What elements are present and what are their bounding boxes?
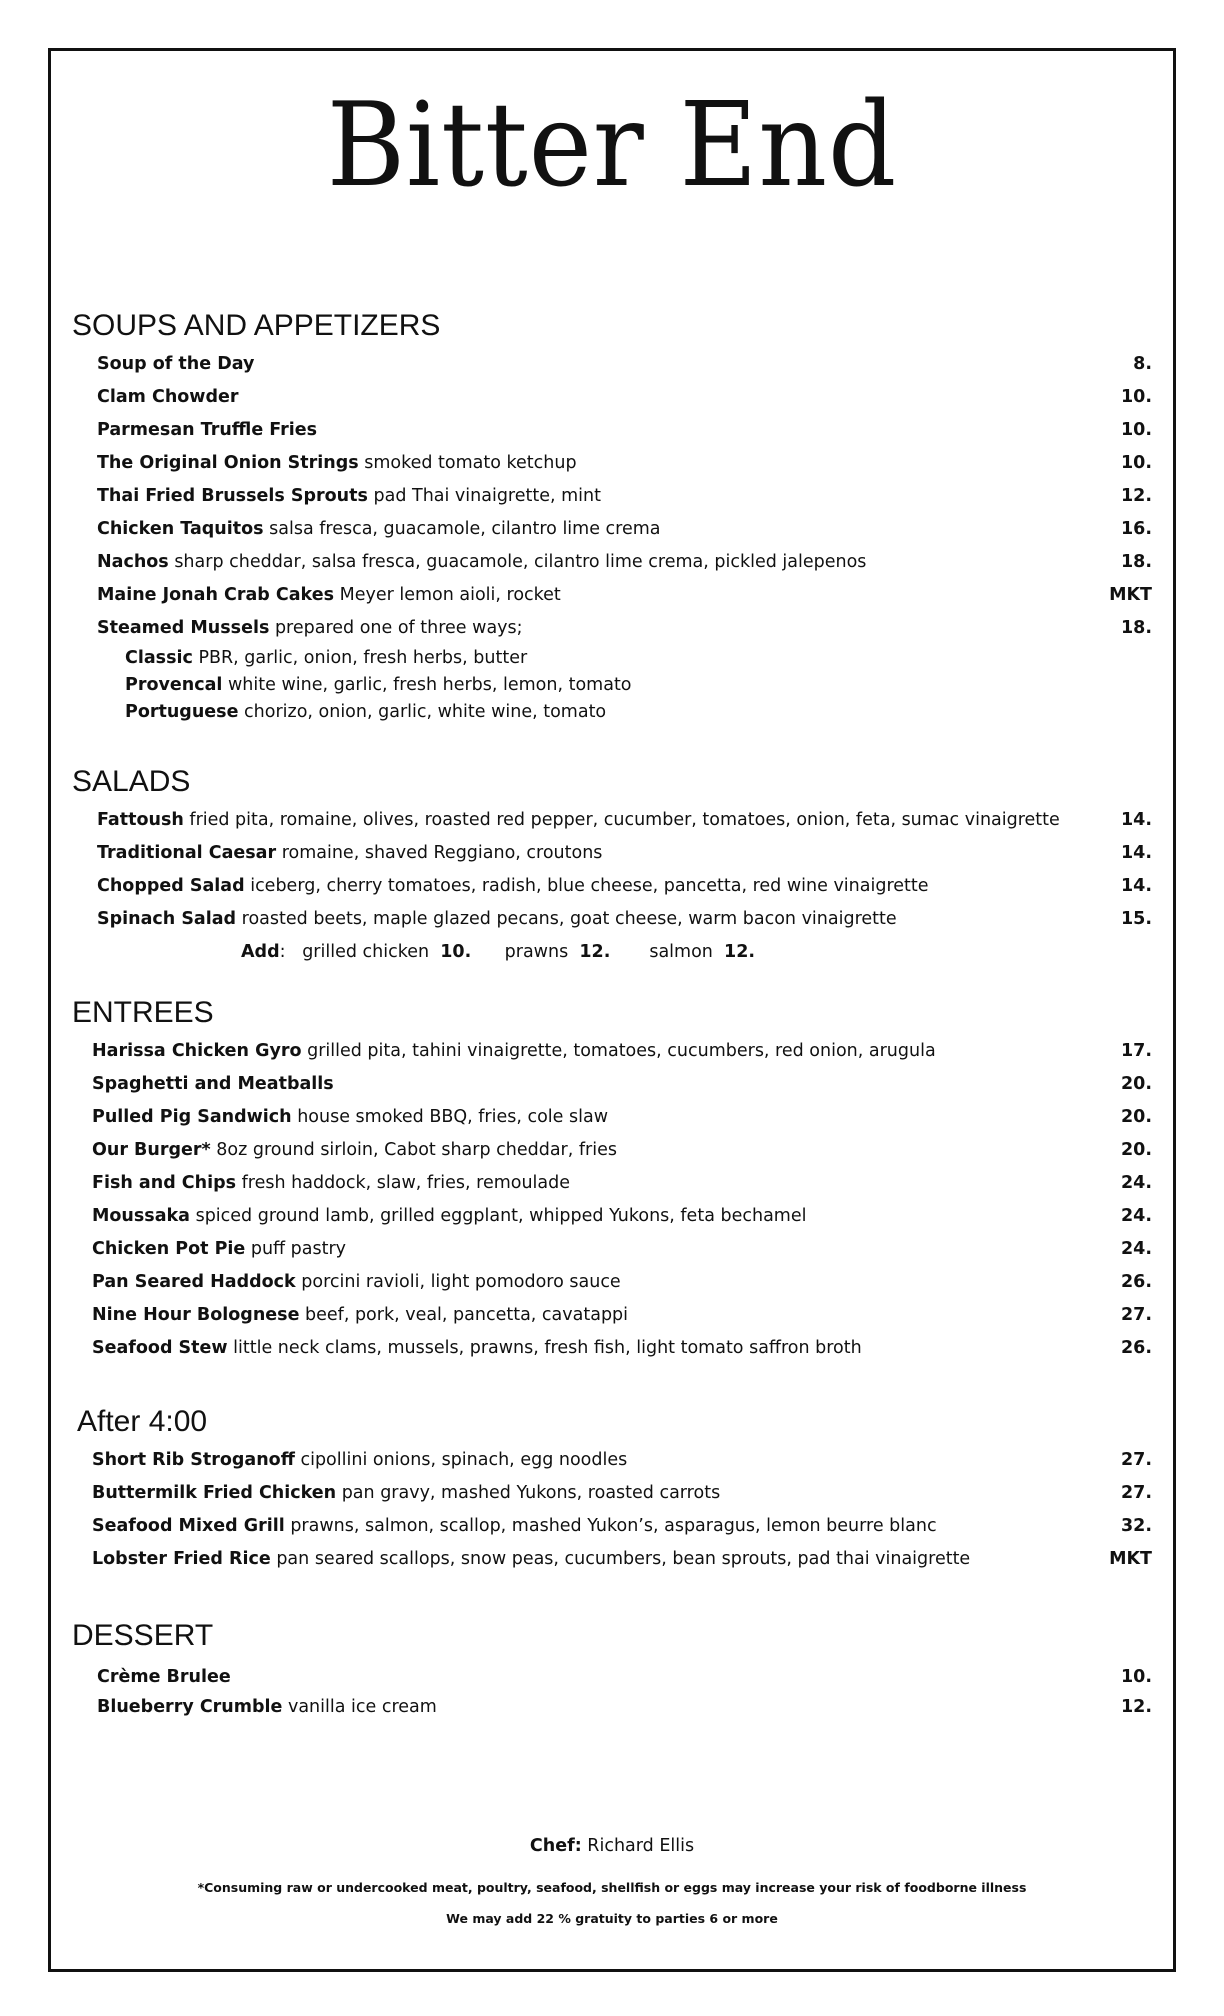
menu-item: [92, 1068, 1152, 1101]
chef-credit: [0, 1836, 1224, 1856]
menu-item: [92, 1510, 1152, 1543]
menu-item: [92, 1233, 1152, 1266]
menu-item: [92, 1543, 1152, 1576]
section-title: SALADS: [72, 765, 191, 798]
option-desc: PBR, garlic, onion, fresh herbs, butter: [198, 648, 528, 668]
item-desc: puff pastry: [250, 1239, 347, 1259]
item-price: 12.: [1120, 1697, 1152, 1717]
item-desc: Meyer lemon aioli, rocket: [339, 585, 561, 605]
mussels-option: [97, 699, 1152, 726]
add-price: 10.: [440, 942, 472, 962]
menu-item: [92, 1332, 1152, 1365]
section-soups: [72, 306, 1152, 726]
menu-item: [92, 1444, 1152, 1477]
salads-list: [72, 804, 1152, 968]
section-salads: [72, 762, 1152, 968]
section-dessert: [72, 1616, 1152, 1722]
after-four-list: [72, 1444, 1152, 1576]
item-desc: 8oz ground sirloin, Cabot sharp cheddar, fries: [216, 1140, 617, 1160]
add-label: Add: [241, 942, 280, 962]
section-title: After 4:00: [77, 1405, 208, 1438]
add-option: salmon: [649, 942, 713, 962]
item-price: 12.: [1120, 486, 1152, 506]
gratuity-note: We may add 22 % gratuity to parties 6 or more: [446, 1911, 778, 1926]
item-name: The Original Onion Strings: [97, 453, 359, 473]
item-desc: fresh haddock, slaw, fries, remoulade: [241, 1173, 571, 1193]
item-desc: roasted beets, maple glazed pecans, goat cheese, warm bacon vinaigrette: [241, 909, 897, 929]
item-price: 8.: [1133, 354, 1152, 374]
item-name: Pan Seared Haddock: [92, 1272, 296, 1292]
item-price: 15.: [1120, 909, 1152, 929]
item-price: 20.: [1120, 1140, 1152, 1160]
item-desc: house smoked BBQ, fries, cole slaw: [297, 1107, 609, 1127]
menu-item: [92, 1167, 1152, 1200]
item-desc: vanilla ice cream: [287, 1697, 437, 1717]
item-name: Short Rib Stroganoff: [92, 1450, 295, 1470]
menu-item: [92, 1134, 1152, 1167]
item-desc: prawns, salmon, scallop, mashed Yukon’s, asparagus, lemon beurre blanc: [290, 1516, 937, 1536]
item-name: Nine Hour Bolognese: [92, 1305, 300, 1325]
item-name: Parmesan Truffle Fries: [97, 420, 318, 440]
item-name: Maine Jonah Crab Cakes: [97, 585, 335, 605]
item-desc: smoked tomato ketchup: [364, 453, 577, 473]
item-price: 16.: [1120, 519, 1152, 539]
menu-item: [97, 381, 1152, 414]
item-desc: pan gravy, mashed Yukons, roasted carrots: [341, 1483, 721, 1503]
item-name: Thai Fried Brussels Sprouts: [97, 486, 368, 506]
menu-item: [92, 1101, 1152, 1134]
item-name: Clam Chowder: [97, 387, 239, 407]
item-price: 14.: [1120, 876, 1152, 896]
menu-item: [92, 1035, 1152, 1068]
menu-item: [97, 348, 1152, 381]
option-name: Classic: [125, 648, 193, 668]
section-entrees: [72, 993, 1152, 1365]
item-name: Soup of the Day: [97, 354, 255, 374]
item-name: Chicken Taquitos: [97, 519, 264, 539]
menu-item: [97, 903, 1152, 936]
item-name: Spaghetti and Meatballs: [92, 1074, 334, 1094]
entrees-list: [72, 1035, 1152, 1365]
item-desc: sharp cheddar, salsa fresca, guacamole, cilantro lime crema, pickled jalepenos: [174, 552, 867, 572]
option-desc: white wine, garlic, fresh herbs, lemon, tomato: [227, 675, 632, 695]
item-price: 10.: [1120, 1667, 1152, 1687]
restaurant-title: Bitter End: [326, 78, 898, 213]
option-name: Portuguese: [125, 702, 239, 722]
item-name: Seafood Mixed Grill: [92, 1516, 285, 1536]
item-desc: romaine, shaved Reggiano, croutons: [281, 843, 603, 863]
item-name: Seafood Stew: [92, 1338, 228, 1358]
item-name: Chicken Pot Pie: [92, 1239, 246, 1259]
mussels-option: [97, 645, 1152, 672]
item-name: Blueberry Crumble: [97, 1697, 283, 1717]
item-price: 10.: [1120, 453, 1152, 473]
item-desc: beef, pork, veal, pancetta, cavatappi: [305, 1305, 629, 1325]
item-name: Fish and Chips: [92, 1173, 237, 1193]
item-name: Moussaka: [92, 1206, 190, 1226]
item-name: Pulled Pig Sandwich: [92, 1107, 292, 1127]
item-price: 24.: [1120, 1206, 1152, 1226]
item-name: Nachos: [97, 552, 169, 572]
mussels-option: [97, 672, 1152, 699]
item-desc: fried pita, romaine, olives, roasted red pepper, cucumber, tomatoes, onion, feta, sumac vinaigrette: [189, 810, 1060, 830]
item-price: 27.: [1120, 1483, 1152, 1503]
menu-item: [97, 612, 1152, 645]
section-after-four: [72, 1402, 1152, 1576]
item-name: Crème Brulee: [97, 1667, 231, 1687]
item-desc: grilled pita, tahini vinaigrette, tomatoes, cucumbers, red onion, arugula: [307, 1041, 936, 1061]
menu-item: [92, 1266, 1152, 1299]
chef-name: Richard Ellis: [587, 1836, 695, 1856]
item-price: 20.: [1120, 1074, 1152, 1094]
item-name: Fattoush: [97, 810, 184, 830]
item-name: Traditional Caesar: [97, 843, 277, 863]
item-price: MKT: [1109, 585, 1152, 605]
item-price: 10.: [1120, 387, 1152, 407]
item-desc: porcini ravioli, light pomodoro sauce: [301, 1272, 621, 1292]
add-option: prawns: [504, 942, 569, 962]
menu-item: [97, 414, 1152, 447]
item-price: 20.: [1120, 1107, 1152, 1127]
section-title: SOUPS AND APPETIZERS: [72, 309, 441, 342]
item-desc: iceberg, cherry tomatoes, radish, blue cheese, pancetta, red wine vinaigrette: [250, 876, 929, 896]
item-price: 26.: [1120, 1272, 1152, 1292]
item-name: Spinach Salad: [97, 909, 237, 929]
add-price: 12.: [724, 942, 756, 962]
menu-item: [97, 1692, 1152, 1722]
menu-item: [97, 804, 1152, 837]
dessert-list: [72, 1662, 1152, 1722]
item-name: Chopped Salad: [97, 876, 245, 896]
menu-item: [97, 870, 1152, 903]
soups-list: [72, 348, 1152, 726]
item-desc: pan seared scallops, snow peas, cucumbers, bean sprouts, pad thai vinaigrette: [276, 1549, 971, 1569]
item-price: 24.: [1120, 1239, 1152, 1259]
section-title: DESSERT: [72, 1619, 214, 1652]
section-title: ENTREES: [72, 996, 214, 1029]
item-desc: little neck clams, mussels, prawns, fresh fish, light tomato saffron broth: [233, 1338, 862, 1358]
item-name: Our Burger*: [92, 1140, 211, 1160]
menu-item: [97, 513, 1152, 546]
item-price: MKT: [1109, 1549, 1152, 1569]
menu-item: [92, 1477, 1152, 1510]
item-desc: spiced ground lamb, grilled eggplant, whipped Yukons, feta bechamel: [195, 1206, 807, 1226]
add-price: 12.: [579, 942, 611, 962]
menu-item: [97, 579, 1152, 612]
item-price: 18.: [1120, 552, 1152, 572]
item-name: Lobster Fried Rice: [92, 1549, 271, 1569]
option-desc: chorizo, onion, garlic, white wine, tomato: [244, 702, 607, 722]
item-name: Buttermilk Fried Chicken: [92, 1483, 337, 1503]
item-name: Harissa Chicken Gyro: [92, 1041, 302, 1061]
item-price: 14.: [1120, 843, 1152, 863]
menu-item: [97, 1662, 1152, 1692]
item-price: 27.: [1120, 1450, 1152, 1470]
item-desc: pad Thai vinaigrette, mint: [373, 486, 601, 506]
item-desc: salsa fresca, guacamole, cilantro lime crema: [269, 519, 661, 539]
menu-item: [92, 1299, 1152, 1332]
menu-item: [97, 480, 1152, 513]
menu-item: [97, 546, 1152, 579]
menu-item: [97, 447, 1152, 480]
chef-label: Chef:: [529, 1836, 582, 1856]
item-name: Steamed Mussels: [97, 618, 270, 638]
item-price: 18.: [1120, 618, 1152, 638]
item-price: 14.: [1120, 810, 1152, 830]
item-price: 17.: [1120, 1041, 1152, 1061]
item-price: 32.: [1120, 1516, 1152, 1536]
option-name: Provencal: [125, 675, 223, 695]
salad-add-ons: Add: grilled chicken 10. prawns 12. salmon 12.: [241, 942, 756, 962]
menu-item: [92, 1200, 1152, 1233]
item-desc: prepared one of three ways;: [274, 618, 523, 638]
add-option: grilled chicken: [302, 942, 430, 962]
item-price: 26.: [1120, 1338, 1152, 1358]
consumption-warning: *Consuming raw or undercooked meat, poultry, seafood, shellfish or eggs may increase your risk of foodborne illness: [197, 1880, 1027, 1895]
menu-item: [97, 837, 1152, 870]
item-desc: cipollini onions, spinach, egg noodles: [300, 1450, 628, 1470]
item-price: 27.: [1120, 1305, 1152, 1325]
item-price: 24.: [1120, 1173, 1152, 1193]
item-price: 10.: [1120, 420, 1152, 440]
